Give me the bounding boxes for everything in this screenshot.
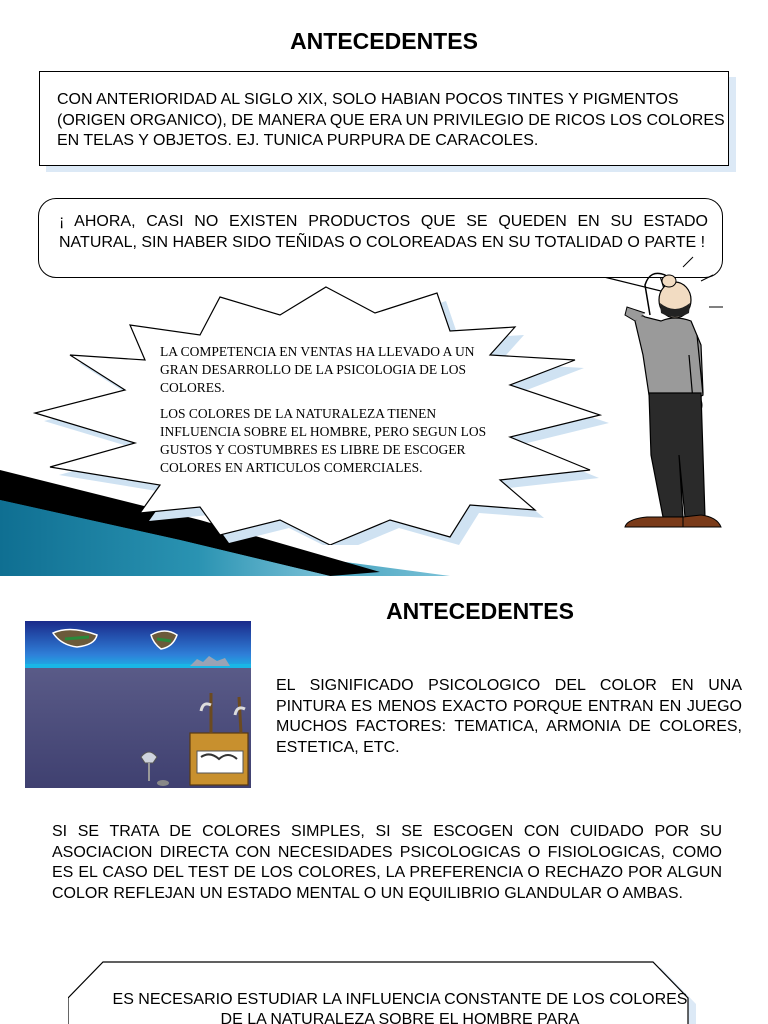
starburst-paragraph-1: LA COMPETENCIA EN VENTAS HA LLEVADO A UN GRAN DESARROLLO DE LA PSICOLOGIA DE LOS COLORES.	[160, 344, 475, 395]
speech-bubble-text: ¡ AHORA, CASI NO EXISTEN PRODUCTOS QUE SE QUEDEN EN SU ESTADO NATURAL, SIN HABER SIDO TEÑIDAS O COLOREADAS EN SU TOTALIDAD O PARTE !	[59, 213, 708, 251]
intro-text: CON ANTERIORIDAD AL SIGLO XIX, SOLO HABIAN POCOS TINTES Y PIGMENTOS (ORIGEN ORGANICO), DE MANERA QUE ERA UN PRIVILEGIO DE RICOS LOS COLORES EN TELAS Y OBJETOS. EJ. TUNICA PURPURA DE CARACOLES.	[57, 91, 725, 149]
paragraph-simple-colors: SI SE TRATA DE COLORES SIMPLES, SI SE ESCOGEN CON CUIDADO POR SU ASOCIACION DIRECTA CON NECESIDADES PSICOLOGICAS O FISIOLOGICAS, COMO ES EL CASO DEL TEST DE LOS COLORES, LA PREFERENCIA O RECHAZO POR ALGUN COLOR REFLEJAN UN ESTADO MENTAL O UN EQUILIBRIO GLANDULAR O AMBAS.	[52, 823, 722, 902]
octagon-box-text: ES NECESARIO ESTUDIAR LA INFLUENCIA CONSTANTE DE LOS COLORES DE LA NATURALEZA SOBRE EL HOMBRE PARA	[112, 991, 688, 1024]
slide-1-title: ANTECEDENTES	[290, 28, 478, 54]
starburst-text	[160, 343, 500, 485]
paragraph-painting: EL SIGNIFICADO PSICOLOGICO DEL COLOR EN UNA PINTURA ES MENOS EXACTO PORQUE ENTRAN EN JUEGO MUCHOS FACTORES: TEMATICA, ARMONIA DE COLORES, ESTETICA, ETC.	[276, 677, 742, 756]
thinking-man-icon	[605, 255, 745, 535]
surreal-painting-image	[25, 621, 251, 788]
slide-2	[0, 576, 768, 1024]
slide-2-title: ANTECEDENTES	[386, 598, 574, 624]
starburst-paragraph-2: LOS COLORES DE LA NATURALEZA TIENEN INFLUENCIA SOBRE EL HOMBRE, PERO SEGUN LOS GUSTOS Y COSTUMBRES ES LIBRE DE ESCOGER COLORES EN ARTICULOS COMERCIALES.	[160, 406, 487, 475]
